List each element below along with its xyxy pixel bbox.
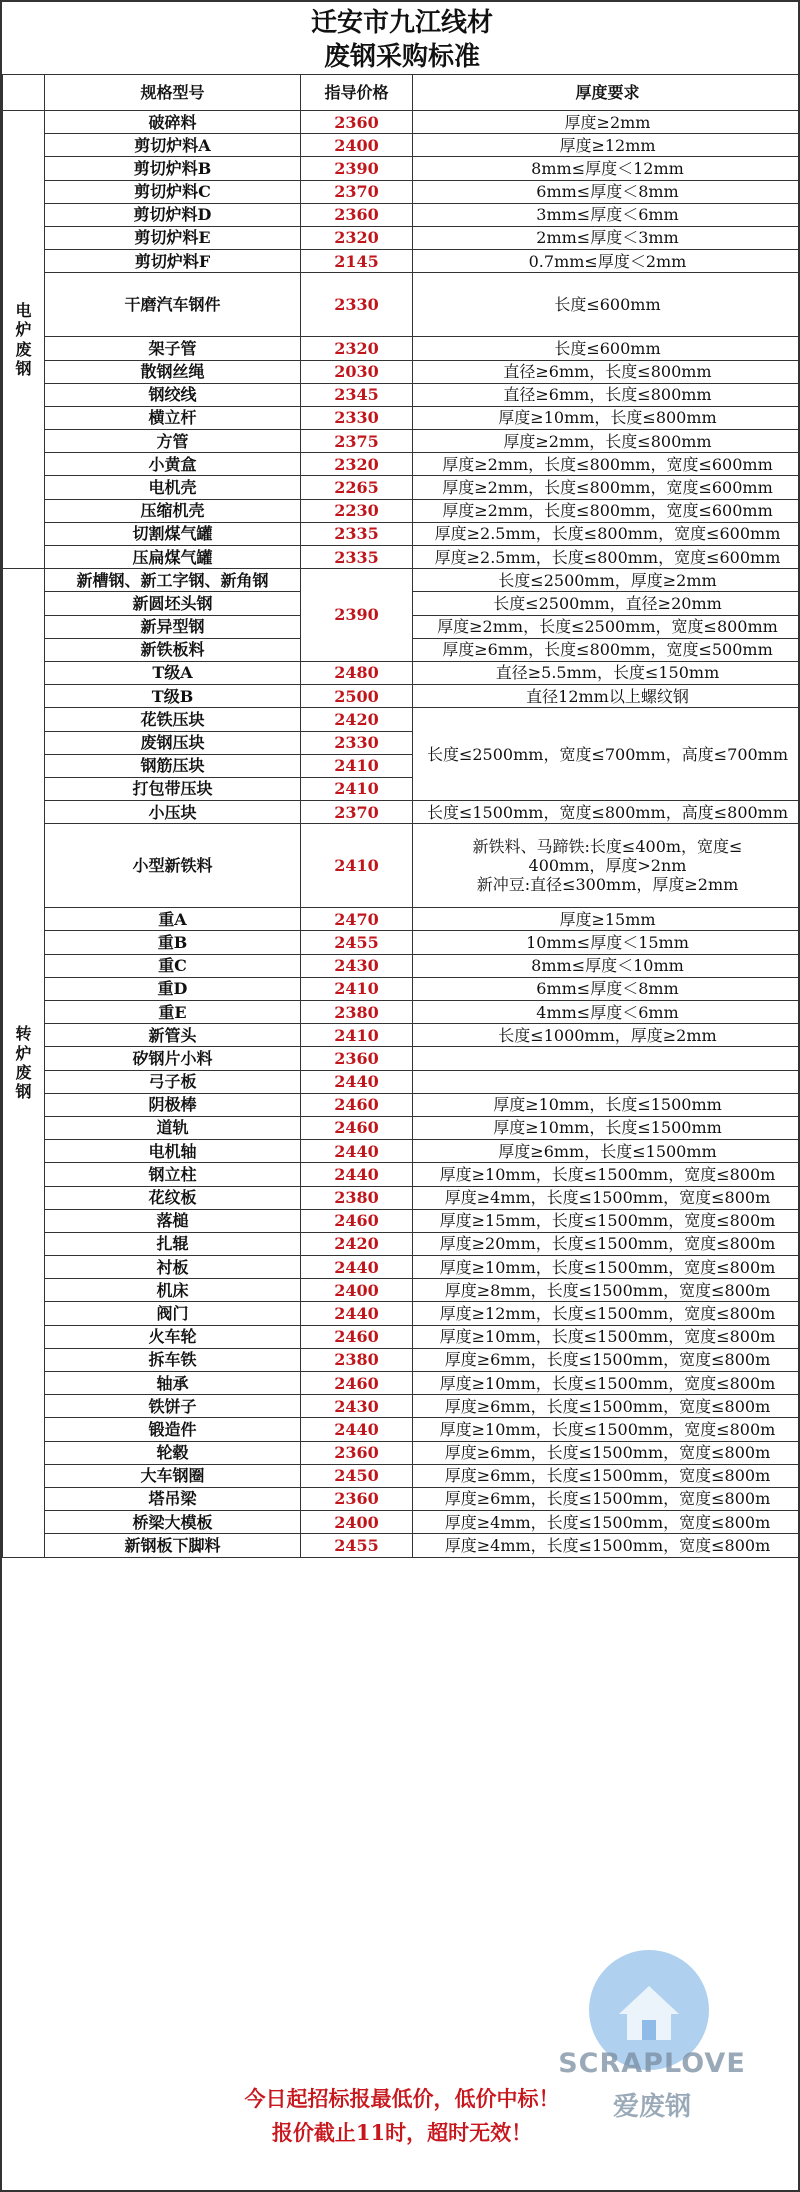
spec-name: 机床 xyxy=(45,1279,301,1302)
thickness-requirement xyxy=(413,824,800,908)
spec-name: 剪切炉料D xyxy=(45,203,301,226)
guide-price: 2330 xyxy=(301,731,413,754)
thickness-requirement: 厚度≥2mm，长度≤2500mm，宽度≤800mm xyxy=(413,615,800,638)
table-row xyxy=(3,1093,800,1116)
guide-price: 2400 xyxy=(301,1511,413,1534)
thickness-requirement: 厚度≥2mm xyxy=(413,111,800,134)
thickness-requirement: 长度≤1500mm，宽度≤800mm，高度≤800mm xyxy=(413,801,800,824)
thickness-requirement: 厚度≥10mm，长度≤1500mm，宽度≤800m xyxy=(413,1418,800,1441)
guide-price: 2320 xyxy=(301,337,413,360)
thickness-requirement: 厚度≥10mm，长度≤1500mm，宽度≤800m xyxy=(413,1325,800,1348)
thickness-requirement: 厚度≥6mm，长度≤1500mm，宽度≤800m xyxy=(413,1441,800,1464)
guide-price: 2430 xyxy=(301,1395,413,1418)
category-char: 钢 xyxy=(15,1082,32,1102)
spec-name: 散钢丝绳 xyxy=(45,360,301,383)
spec-name: 剪切炉料C xyxy=(45,180,301,203)
category-char: 炉 xyxy=(15,1043,32,1063)
spec-name: 打包带压块 xyxy=(45,777,301,800)
spec-name: T级B xyxy=(45,685,301,708)
category-char: 炉 xyxy=(15,320,32,340)
column-header-spec: 规格型号 xyxy=(45,75,301,111)
guide-price: 2390 xyxy=(301,569,413,662)
guide-price: 2265 xyxy=(301,476,413,499)
thickness-requirement: 8mm≤厚度＜10mm xyxy=(413,954,800,977)
thickness-requirement: 8mm≤厚度＜12mm xyxy=(413,157,800,180)
table-row xyxy=(3,1186,800,1209)
thickness-requirement: 厚度≥8mm，长度≤1500mm，宽度≤800m xyxy=(413,1279,800,1302)
table-row xyxy=(3,360,800,383)
guide-price: 2480 xyxy=(301,661,413,684)
guide-price: 2430 xyxy=(301,954,413,977)
thickness-requirement: 直径≥6mm，长度≤800mm xyxy=(413,360,800,383)
guide-price: 2460 xyxy=(301,1209,413,1232)
guide-price: 2440 xyxy=(301,1256,413,1279)
guide-price: 2370 xyxy=(301,180,413,203)
guide-price: 2410 xyxy=(301,777,413,800)
spec-name: 切割煤气罐 xyxy=(45,522,301,545)
spec-name: 塔吊梁 xyxy=(45,1487,301,1510)
guide-price: 2440 xyxy=(301,1163,413,1186)
thickness-requirement: 厚度≥12mm xyxy=(413,134,800,157)
spec-name: 剪切炉料B xyxy=(45,157,301,180)
table-row xyxy=(3,226,800,249)
table-row xyxy=(3,453,800,476)
category-char: 转 xyxy=(15,1024,32,1044)
thickness-requirement: 长度≤600mm xyxy=(413,337,800,360)
spec-name: 剪切炉料E xyxy=(45,226,301,249)
table-row xyxy=(3,1140,800,1163)
thickness-requirement: 厚度≥6mm，长度≤1500mm xyxy=(413,1140,800,1163)
table-row xyxy=(3,824,800,908)
table-row xyxy=(3,1047,800,1070)
requirement-line: 新冲豆:直径≤300mm，厚度≥2mm xyxy=(476,875,739,895)
price-table xyxy=(2,74,800,1558)
spec-name: 拆车铁 xyxy=(45,1348,301,1371)
table-row xyxy=(3,430,800,453)
table-row xyxy=(3,1372,800,1395)
thickness-requirement: 厚度≥4mm，长度≤1500mm，宽度≤800m xyxy=(413,1186,800,1209)
table-row xyxy=(3,908,800,931)
spec-name: 新钢板下脚料 xyxy=(45,1534,301,1557)
guide-price: 2450 xyxy=(301,1464,413,1487)
table-row xyxy=(3,685,800,708)
spec-name: 横立杆 xyxy=(45,406,301,429)
guide-price: 2440 xyxy=(301,1140,413,1163)
thickness-requirement: 厚度≥2mm，长度≤800mm，宽度≤600mm xyxy=(413,453,800,476)
table-row xyxy=(3,546,800,569)
thickness-requirement: 厚度≥6mm，长度≤800mm，宽度≤500mm xyxy=(413,638,800,661)
guide-price: 2380 xyxy=(301,1001,413,1024)
thickness-requirement: 0.7mm≤厚度＜2mm xyxy=(413,250,800,273)
thickness-requirement: 厚度≥10mm，长度≤1500mm，宽度≤800m xyxy=(413,1163,800,1186)
guide-price: 2455 xyxy=(301,1534,413,1557)
table-row xyxy=(3,111,800,134)
table-row xyxy=(3,954,800,977)
category-char: 废 xyxy=(15,1062,32,1082)
spec-name: 锻造件 xyxy=(45,1418,301,1441)
thickness-requirement: 厚度≥15mm xyxy=(413,908,800,931)
spec-name: 轴承 xyxy=(45,1372,301,1395)
thickness-requirement: 厚度≥10mm，长度≤1500mm xyxy=(413,1093,800,1116)
guide-price: 2345 xyxy=(301,383,413,406)
guide-price: 2460 xyxy=(301,1325,413,1348)
table-row xyxy=(3,931,800,954)
spec-name: 钢筋压块 xyxy=(45,754,301,777)
thickness-requirement: 厚度≥6mm，长度≤1500mm，宽度≤800m xyxy=(413,1348,800,1371)
spec-name: 弓子板 xyxy=(45,1070,301,1093)
guide-price: 2360 xyxy=(301,1047,413,1070)
guide-price: 2320 xyxy=(301,226,413,249)
spec-name: 扎辊 xyxy=(45,1232,301,1255)
guide-price: 2460 xyxy=(301,1116,413,1139)
table-row xyxy=(3,499,800,522)
guide-price: 2470 xyxy=(301,908,413,931)
thickness-requirement: 厚度≥10mm，长度≤1500mm，宽度≤800m xyxy=(413,1372,800,1395)
table-row xyxy=(3,1209,800,1232)
guide-price: 2440 xyxy=(301,1418,413,1441)
category-char: 废 xyxy=(15,339,32,359)
spec-name: 铁饼子 xyxy=(45,1395,301,1418)
table-row xyxy=(3,180,800,203)
spec-name: 小黄盒 xyxy=(45,453,301,476)
spec-name: 矽钢片小料 xyxy=(45,1047,301,1070)
table-row xyxy=(3,383,800,406)
thickness-requirement: 厚度≥2.5mm，长度≤800mm，宽度≤600mm xyxy=(413,522,800,545)
spec-name: 废钢压块 xyxy=(45,731,301,754)
spec-name: 压扁煤气罐 xyxy=(45,546,301,569)
thickness-requirement: 3mm≤厚度＜6mm xyxy=(413,203,800,226)
thickness-requirement: 厚度≥6mm，长度≤1500mm，宽度≤800m xyxy=(413,1395,800,1418)
table-row xyxy=(3,1256,800,1279)
table-row xyxy=(3,708,800,731)
guide-price: 2335 xyxy=(301,546,413,569)
table-row xyxy=(3,1116,800,1139)
guide-price: 2360 xyxy=(301,1441,413,1464)
house-icon xyxy=(589,1950,709,2070)
watermark-cn: 爱废钢 xyxy=(612,2092,691,2122)
spec-name: 道轨 xyxy=(45,1116,301,1139)
guide-price: 2380 xyxy=(301,1348,413,1371)
table-row xyxy=(3,1070,800,1093)
spec-name: 轮毂 xyxy=(45,1441,301,1464)
header-row xyxy=(3,75,800,111)
footer-notice-line2: 报价截止11时，超时无效！ xyxy=(271,2120,533,2145)
table-row xyxy=(3,661,800,684)
guide-price: 2360 xyxy=(301,203,413,226)
table-row xyxy=(3,801,800,824)
spec-name: 压缩机壳 xyxy=(45,499,301,522)
guide-price: 2460 xyxy=(301,1372,413,1395)
table-row xyxy=(3,1232,800,1255)
guide-price: 2460 xyxy=(301,1093,413,1116)
thickness-requirement: 6mm≤厚度＜8mm xyxy=(413,180,800,203)
thickness-requirement: 厚度≥2mm，长度≤800mm，宽度≤600mm xyxy=(413,476,800,499)
thickness-requirement: 厚度≥4mm，长度≤1500mm，宽度≤800m xyxy=(413,1534,800,1557)
guide-price: 2500 xyxy=(301,685,413,708)
guide-price: 2320 xyxy=(301,453,413,476)
guide-price: 2390 xyxy=(301,157,413,180)
thickness-requirement: 长度≤2500mm，宽度≤700mm，高度≤700mm xyxy=(413,708,800,801)
table-row xyxy=(3,406,800,429)
spec-name: 钢立柱 xyxy=(45,1163,301,1186)
table-row xyxy=(3,1464,800,1487)
thickness-requirement: 长度≤600mm xyxy=(413,273,800,337)
guide-price: 2230 xyxy=(301,499,413,522)
guide-price: 2030 xyxy=(301,360,413,383)
spec-name: 重A xyxy=(45,908,301,931)
thickness-requirement xyxy=(413,1070,800,1093)
guide-price: 2360 xyxy=(301,1487,413,1510)
table-row xyxy=(3,1418,800,1441)
spec-name: 电机轴 xyxy=(45,1140,301,1163)
spec-name: 电机壳 xyxy=(45,476,301,499)
spec-name: 重D xyxy=(45,977,301,1000)
table-row xyxy=(3,1302,800,1325)
table-row xyxy=(3,476,800,499)
table-row xyxy=(3,1534,800,1557)
table-row xyxy=(3,203,800,226)
thickness-requirement: 4mm≤厚度＜6mm xyxy=(413,1001,800,1024)
table-row xyxy=(3,337,800,360)
thickness-requirement: 直径≥5.5mm，长度≤150mm xyxy=(413,661,800,684)
requirement-line: 新铁料、马蹄铁:长度≤400m，宽度≤ xyxy=(472,836,743,856)
table-row xyxy=(3,1511,800,1534)
company-title: 迁安市九江线材 xyxy=(310,8,493,38)
guide-price: 2410 xyxy=(301,754,413,777)
table-row xyxy=(3,1024,800,1047)
sheet-title: 废钢采购标准 xyxy=(323,42,480,72)
spec-name: 方管 xyxy=(45,430,301,453)
spec-name: 钢绞线 xyxy=(45,383,301,406)
spec-name: 桥梁大模板 xyxy=(45,1511,301,1534)
guide-price: 2360 xyxy=(301,111,413,134)
spec-name: 剪切炉料F xyxy=(45,250,301,273)
spec-name: 破碎料 xyxy=(45,111,301,134)
thickness-requirement: 厚度≥12mm，长度≤1500mm，宽度≤800m xyxy=(413,1302,800,1325)
thickness-requirement: 长度≤1000mm，厚度≥2mm xyxy=(413,1024,800,1047)
table-row xyxy=(3,1001,800,1024)
table-row xyxy=(3,1163,800,1186)
thickness-requirement: 厚度≥15mm，长度≤1500mm，宽度≤800m xyxy=(413,1209,800,1232)
spec-name: T级A xyxy=(45,661,301,684)
thickness-requirement xyxy=(413,1047,800,1070)
spec-name: 阀门 xyxy=(45,1302,301,1325)
guide-price: 2375 xyxy=(301,430,413,453)
thickness-requirement: 厚度≥6mm，长度≤1500mm，宽度≤800m xyxy=(413,1487,800,1510)
thickness-requirement: 10mm≤厚度＜15mm xyxy=(413,931,800,954)
table-row xyxy=(3,1441,800,1464)
guide-price: 2440 xyxy=(301,1302,413,1325)
guide-price: 2330 xyxy=(301,406,413,429)
thickness-requirement: 直径≥6mm，长度≤800mm xyxy=(413,383,800,406)
spec-name: 重B xyxy=(45,931,301,954)
table-row xyxy=(3,1487,800,1510)
table-row xyxy=(3,250,800,273)
guide-price: 2400 xyxy=(301,1279,413,1302)
spec-name: 阴极棒 xyxy=(45,1093,301,1116)
guide-price: 2440 xyxy=(301,1070,413,1093)
watermark-brand: SCRAPLOVE xyxy=(558,2048,746,2079)
thickness-requirement: 厚度≥2mm，长度≤800mm xyxy=(413,430,800,453)
spec-name: 火车轮 xyxy=(45,1325,301,1348)
guide-price: 2330 xyxy=(301,273,413,337)
guide-price: 2370 xyxy=(301,801,413,824)
spec-name: 新管头 xyxy=(45,1024,301,1047)
spec-name: 大车钢圈 xyxy=(45,1464,301,1487)
header-blank xyxy=(3,75,45,111)
table-row xyxy=(3,522,800,545)
guide-price: 2410 xyxy=(301,1024,413,1047)
thickness-requirement: 厚度≥20mm，长度≤1500mm，宽度≤800m xyxy=(413,1232,800,1255)
spec-name: 新槽钢、新工字钢、新角钢 xyxy=(45,569,301,592)
spec-name: 干磨汽车钢件 xyxy=(45,273,301,337)
thickness-requirement: 厚度≥10mm，长度≤800mm xyxy=(413,406,800,429)
table-row xyxy=(3,157,800,180)
spec-name: 新铁板料 xyxy=(45,638,301,661)
table-row xyxy=(3,1279,800,1302)
column-header-req: 厚度要求 xyxy=(413,75,800,111)
spec-name: 重C xyxy=(45,954,301,977)
table-row xyxy=(3,134,800,157)
spec-name: 剪切炉料A xyxy=(45,134,301,157)
guide-price: 2420 xyxy=(301,1232,413,1255)
spec-name: 花纹板 xyxy=(45,1186,301,1209)
guide-price: 2420 xyxy=(301,708,413,731)
guide-price: 2335 xyxy=(301,522,413,545)
thickness-requirement: 厚度≥2mm，长度≤800mm，宽度≤600mm xyxy=(413,499,800,522)
thickness-requirement: 2mm≤厚度＜3mm xyxy=(413,226,800,249)
guide-price: 2145 xyxy=(301,250,413,273)
table-row xyxy=(3,1325,800,1348)
category-char: 电 xyxy=(15,301,32,321)
category-electric-furnace xyxy=(3,111,45,569)
spec-name: 新异型钢 xyxy=(45,615,301,638)
spec-name: 落槌 xyxy=(45,1209,301,1232)
guide-price: 2380 xyxy=(301,1186,413,1209)
spec-name: 衬板 xyxy=(45,1256,301,1279)
guide-price: 2410 xyxy=(301,977,413,1000)
table-row xyxy=(3,1395,800,1418)
guide-price: 2400 xyxy=(301,134,413,157)
table-row xyxy=(3,1348,800,1371)
spec-name: 小压块 xyxy=(45,801,301,824)
thickness-requirement: 厚度≥2.5mm，长度≤800mm，宽度≤600mm xyxy=(413,546,800,569)
spec-name: 花铁压块 xyxy=(45,708,301,731)
column-header-price: 指导价格 xyxy=(301,75,413,111)
spec-name: 架子管 xyxy=(45,337,301,360)
table-row xyxy=(3,977,800,1000)
category-char: 钢 xyxy=(15,358,32,378)
spec-name: 新圆坯头钢 xyxy=(45,592,301,615)
guide-price: 2410 xyxy=(301,824,413,908)
requirement-line: 400mm，厚度>2nm xyxy=(528,856,687,876)
thickness-requirement: 厚度≥4mm，长度≤1500mm，宽度≤800m xyxy=(413,1511,800,1534)
guide-price: 2455 xyxy=(301,931,413,954)
spec-name: 小型新铁料 xyxy=(45,824,301,908)
thickness-requirement: 厚度≥10mm，长度≤1500mm xyxy=(413,1116,800,1139)
spec-name: 重E xyxy=(45,1001,301,1024)
thickness-requirement: 长度≤2500mm，厚度≥2mm xyxy=(413,569,800,592)
thickness-requirement: 厚度≥6mm，长度≤1500mm，宽度≤800m xyxy=(413,1464,800,1487)
thickness-requirement: 长度≤2500mm，直径≥20mm xyxy=(413,592,800,615)
footer-notice-line1: 今日起招标报最低价，低价中标！ xyxy=(244,2086,560,2111)
table-row xyxy=(3,273,800,337)
table-row xyxy=(3,569,800,592)
thickness-requirement: 直径12mm以上螺纹钢 xyxy=(413,685,800,708)
thickness-requirement: 6mm≤厚度＜8mm xyxy=(413,977,800,1000)
thickness-requirement: 厚度≥10mm，长度≤1500mm，宽度≤800m xyxy=(413,1256,800,1279)
category-converter xyxy=(3,569,45,1557)
